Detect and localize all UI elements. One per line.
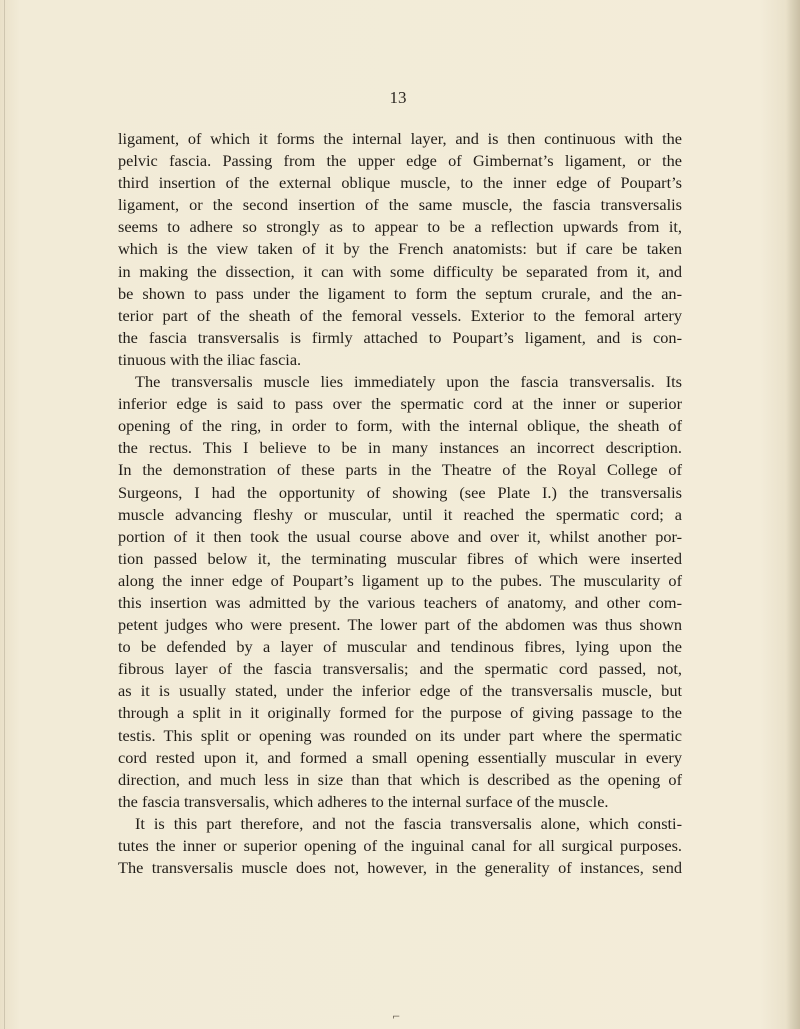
text-line: tion passed below it, the terminating muscular fibres of which were inserted [118, 548, 682, 568]
body-text [118, 128, 682, 879]
text-line: the fascia transversalis, which adheres to the internal surface of the muscle. [118, 791, 609, 811]
text-line: tinuous with the iliac fascia. [118, 349, 302, 369]
text-line: through a split in it originally formed for the purpose of giving passage to the [118, 703, 682, 723]
page-edge-shadow [786, 0, 800, 1029]
text-line: cord rested upon it, and formed a small opening essentially muscular in every [118, 747, 682, 767]
text-line: In the demonstration of these parts in the Theatre of the Royal College of [118, 460, 682, 480]
text-line: seems to adhere so strongly as to appear to be a reflection upwards from it, [118, 217, 682, 237]
text-line: ligament, of which it forms the internal layer, and is then continuous with the [118, 129, 682, 148]
text-line: The transversalis muscle lies immediately upon the fascia transversalis. Its [135, 372, 682, 392]
text-line: tutes the inner or superior opening of the inguinal canal for all surgical purposes. [118, 836, 682, 855]
text-line: fibrous layer of the fascia transversalis; and the spermatic cord passed, not, [118, 659, 682, 679]
page-edge-rule [4, 0, 5, 1029]
text-line: to be defended by a layer of muscular and tendinous fibres, lying upon the [118, 637, 682, 657]
text-line: third insertion of the external oblique muscle, to the inner edge of Poupart’s [118, 173, 682, 193]
text-line: The transversalis muscle does not, however, in the generality of instances, send [118, 858, 682, 878]
text-line: the rectus. This I believe to be in many instances an incorrect description. [118, 438, 682, 458]
text-line: this insertion was admitted by the various teachers of anatomy, and other com- [118, 592, 682, 612]
text-line: petent judges who were present. The lower part of the abdomen was thus shown [118, 615, 682, 635]
catchword-mark: ⌐ [392, 1012, 401, 1023]
text-line: Surgeons, I had the opportunity of showing (see Plate I.) the transversalis [118, 482, 682, 502]
page-number: 13 [389, 88, 407, 107]
text-line: direction, and much less in size than that which is described as the opening of [118, 769, 682, 789]
text-line: along the inner edge of Poupart’s ligament up to the pubes. The muscularity of [118, 570, 682, 590]
text-line: inferior edge is said to pass over the spermatic cord at the inner or superior [118, 394, 682, 414]
text-line: pelvic fascia. Passing from the upper edge of Gimbernat’s ligament, or the [118, 151, 682, 171]
text-line: terior part of the sheath of the femoral vessels. Exterior to the femoral artery [118, 305, 682, 325]
text-line: the fascia transversalis is firmly attached to Poupart’s ligament, and is con- [118, 327, 682, 347]
text-line: opening of the ring, in order to form, with the internal oblique, the sheath of [118, 416, 682, 436]
text-line: as it is usually stated, under the inferior edge of the transversalis muscle, but [118, 681, 682, 701]
text-line: ligament, or the second insertion of the same muscle, the fascia transversalis [118, 195, 682, 215]
text-line: in making the dissection, it can with some difficulty be separated from it, and [118, 261, 682, 281]
text-line: portion of it then took the usual course above and over it, whilst another por- [118, 526, 682, 546]
text-line: muscle advancing fleshy or muscular, until it reached the spermatic cord; a [118, 504, 682, 524]
text-line: which is the view taken of it by the French anatomists: but if care be taken [118, 239, 682, 259]
text-line: It is this part therefore, and not the fascia transversalis alone, which consti- [135, 813, 682, 833]
text-line: be shown to pass under the ligament to form the septum crurale, and the an- [118, 283, 682, 303]
text-line: testis. This split or opening was rounded on its under part where the spermatic [118, 725, 682, 745]
